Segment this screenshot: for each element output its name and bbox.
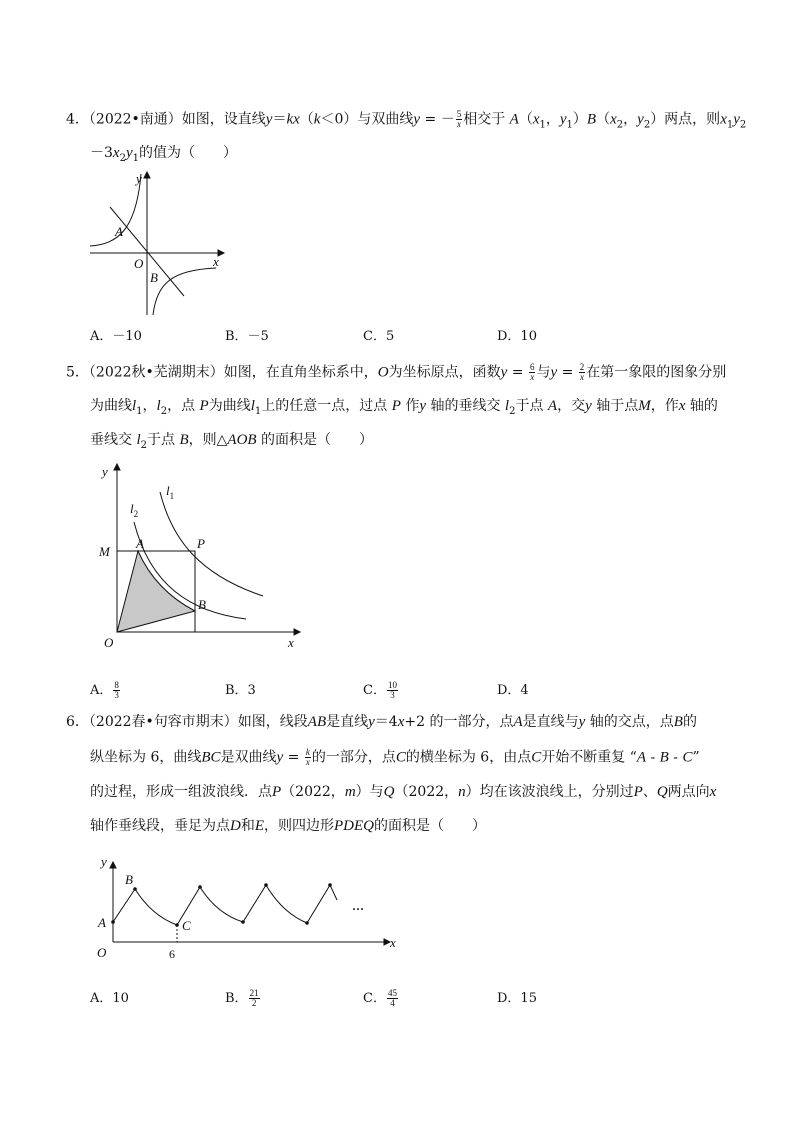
text-segment: 为坐标原点，函数 (388, 364, 501, 381)
text-segment: D (230, 818, 241, 834)
label-y: y (101, 854, 107, 869)
text-segment: ，则四边形 (264, 818, 335, 834)
option-text: C．5 (363, 329, 395, 344)
text-segment: = (507, 364, 528, 381)
text-segment: B (659, 749, 669, 766)
text-segment: x (532, 111, 540, 128)
text-segment: C (531, 749, 542, 766)
text-segment: 2 (140, 440, 147, 451)
text-segment: +2 的一部分，点 (404, 714, 514, 730)
text-segment: 是直线与 (522, 714, 579, 730)
text-segment: 上的任意一点，过点 (261, 398, 392, 414)
text-segment: （2022， (281, 784, 345, 800)
text-segment: A (513, 714, 523, 730)
text-segment: y (368, 714, 375, 730)
text-segment: 相交于 (463, 111, 510, 128)
text-segment: ， (545, 111, 560, 128)
text-segment: 的面积是（ ） (374, 818, 487, 834)
text-segment: y (733, 111, 740, 128)
option-text: B． (225, 991, 248, 1006)
label-C: C (182, 918, 191, 933)
label-A: A (115, 224, 123, 239)
fraction-numerator: k (305, 747, 310, 757)
text-segment: （ (299, 111, 314, 128)
wave-line (113, 885, 337, 925)
text-segment: 是双曲线 (220, 749, 277, 766)
text-segment: 2 (643, 119, 651, 131)
text-segment: 轴的 (685, 398, 718, 414)
text-segment: = (557, 364, 578, 381)
text-segment: y (125, 145, 133, 161)
fraction-numerator: 21 (249, 988, 259, 998)
text-segment: ， (142, 398, 157, 414)
fraction-denominator: 3 (114, 690, 119, 700)
text-segment: y (585, 398, 592, 414)
fraction-denominator: x (530, 372, 535, 382)
text-segment: 1 (132, 153, 140, 164)
text-segment: （2022， (394, 784, 459, 800)
option-text: A．10 (90, 991, 129, 1006)
text-segment: ，交 (557, 398, 586, 414)
text-segment: y (276, 749, 284, 766)
fraction-numerator: 2 (579, 362, 585, 372)
text-segment: 、 (642, 784, 657, 800)
text-segment: y (550, 364, 558, 381)
text-segment: = (283, 749, 304, 766)
text-segment: = － (420, 111, 455, 128)
text-segment: 为曲线 (208, 398, 251, 414)
text-segment: l (132, 398, 137, 414)
text-segment: 两点向 (667, 784, 710, 800)
text-segment: B (673, 714, 683, 730)
text-segment: ，则△ (188, 432, 228, 448)
text-segment: x (720, 111, 727, 128)
label-O: O (97, 945, 107, 960)
text-segment: l (156, 398, 161, 414)
fraction-numerator: 6 (529, 362, 535, 372)
label-M: M (99, 544, 110, 559)
text-segment: 1 (254, 406, 262, 417)
text-segment: Q (383, 784, 395, 800)
label-A: A (136, 536, 144, 551)
text-segment: 4．（2022•南通）如图，设直线 (66, 111, 266, 128)
option-text: D．4 (497, 683, 529, 698)
fraction-numerator: 5 (456, 109, 462, 119)
text-segment: 1 (539, 119, 546, 131)
fraction-denominator: 2 (251, 998, 257, 1008)
label-A: A (98, 915, 106, 930)
text-segment: ＝ (272, 111, 287, 128)
fraction-numerator: 45 (387, 988, 397, 998)
text-segment: 开始不断重复 “ (541, 749, 637, 766)
text-segment: BC (201, 749, 221, 766)
label-B: B (198, 597, 206, 612)
text-segment: 5．（2022秋•芜湖期末）如图，在直角坐标系中， (66, 364, 378, 381)
label-O: O (104, 635, 114, 650)
text-segment: 的 (682, 714, 697, 730)
ellipsis: … (352, 899, 364, 913)
text-segment: 1 (566, 119, 573, 131)
text-segment: P (633, 784, 643, 800)
text-segment: ，点 (167, 398, 200, 414)
text-segment: 2 (509, 406, 516, 417)
text-segment: B (586, 111, 597, 128)
text-segment: ＝4 (374, 714, 398, 730)
label-B: B (125, 872, 133, 887)
text-segment: n (458, 784, 466, 800)
text-segment: x (610, 111, 617, 128)
text-segment: 2 (160, 406, 168, 417)
text-segment: 与 (536, 364, 551, 381)
text-segment: 的面积是（ ） (256, 432, 374, 448)
text-segment: 的值为（ ） (139, 145, 238, 161)
text-segment: 6．（2022春•句容市期末）如图，线段 (66, 714, 308, 730)
text-segment: 的横坐标为 6，由点 (405, 749, 532, 766)
option-text: A． (90, 683, 113, 698)
fraction-numerator: 8 (114, 680, 119, 690)
label-P: P (197, 536, 205, 551)
text-segment: 和 (240, 818, 255, 834)
text-segment: 为曲线 (90, 398, 132, 414)
label-x: x (288, 635, 294, 650)
option-text: D．10 (497, 329, 537, 344)
text-segment: PDEQ (334, 818, 375, 834)
text-segment: E (254, 818, 265, 834)
text-segment: P (199, 398, 209, 414)
fraction-denominator: 4 (390, 998, 395, 1008)
text-segment: P (272, 784, 282, 800)
text-segment: 轴作垂线段，垂足为点 (90, 818, 230, 834)
text-segment: －3 (90, 145, 113, 161)
fraction-numerator: 10 (387, 680, 397, 690)
text-segment: 1 (136, 406, 143, 417)
label-O: O (134, 256, 144, 271)
label-6: 6 (169, 947, 175, 961)
text-segment: 于点 (147, 432, 180, 448)
text-segment: 的过程，形成一组波浪线．点 (90, 784, 272, 800)
text-segment: 2 (739, 119, 747, 131)
text-segment: kx (286, 111, 300, 128)
text-segment: C (395, 749, 406, 766)
text-segment: A (509, 111, 519, 128)
option-text: B．－5 (225, 329, 269, 344)
text-segment: 于点 (515, 398, 548, 414)
text-segment: AB (307, 714, 327, 730)
text-segment: - (646, 749, 660, 766)
text-segment: C (682, 749, 693, 766)
text-segment: l (136, 432, 141, 448)
text-segment: 是直线 (326, 714, 369, 730)
text-segment: 在第一象限的图象分别 (586, 364, 727, 381)
label-x: x (390, 935, 396, 950)
text-segment: l (250, 398, 255, 414)
text-segment: ，作 (650, 398, 679, 414)
text-segment: x (678, 398, 686, 414)
text-segment: ）均在该波浪线上，分别过 (465, 784, 634, 800)
text-segment: Q (656, 784, 668, 800)
text-segment: y (413, 111, 421, 128)
text-segment: k (313, 111, 321, 128)
text-segment: y (578, 714, 586, 730)
fraction-denominator: 3 (390, 690, 395, 700)
option-text: C． (363, 683, 386, 698)
text-segment: y (419, 398, 427, 414)
text-segment: y (500, 364, 508, 381)
text-segment: - (668, 749, 683, 766)
text-segment: y (637, 111, 644, 128)
text-segment: 垂线交 (90, 432, 137, 448)
text-segment: 2 (616, 119, 624, 131)
text-segment: 轴于点 (591, 398, 639, 414)
text-segment: M (638, 398, 651, 414)
text-segment: ， (623, 111, 638, 128)
text-segment: 的一部分，点 (311, 749, 396, 766)
fraction-denominator: x (305, 757, 310, 767)
label-x: x (213, 254, 219, 269)
option-text: D．15 (497, 991, 537, 1006)
text-segment: ）与 (355, 784, 384, 800)
label-l2: $l_2$ (130, 501, 139, 519)
text-segment: （ (518, 111, 533, 128)
text-segment: l (504, 398, 510, 414)
label-y: y (136, 171, 142, 186)
fraction-denominator: x (456, 119, 461, 129)
text-segment: B (179, 432, 189, 448)
text-segment: 作 (400, 398, 420, 414)
text-segment: A (547, 398, 558, 414)
text-segment: 2 (119, 153, 126, 164)
text-segment: P (391, 398, 401, 414)
label-y: y (102, 464, 108, 479)
text-segment: x (112, 145, 120, 161)
text-segment: m (344, 784, 356, 800)
text-segment: ）两点，则 (650, 111, 721, 128)
option-text: B．3 (225, 683, 256, 698)
fraction-denominator: x (580, 372, 585, 382)
option-text: C． (363, 991, 386, 1006)
text-segment: AOB (227, 432, 257, 448)
text-segment: x (397, 714, 405, 730)
label-B: B (150, 270, 158, 285)
text-segment: 纵坐标为 6，曲线 (90, 749, 202, 766)
text-segment: ） (572, 111, 587, 128)
text-segment: y (559, 111, 567, 128)
option-text: A．－10 (90, 329, 142, 344)
text-segment: A (636, 749, 647, 766)
text-segment: （ (596, 111, 611, 128)
text-segment: 1 (726, 119, 734, 131)
text-segment: ” (692, 749, 700, 766)
text-segment: O (377, 364, 389, 381)
text-segment: ＜0）与双曲线 (320, 111, 414, 128)
text-segment: 轴的垂线交 (426, 398, 505, 414)
text-segment: 轴的交点，点 (585, 714, 674, 730)
text-segment: x (709, 784, 717, 800)
label-l1: $l_1$ (166, 483, 175, 501)
text-segment: y (265, 111, 273, 128)
